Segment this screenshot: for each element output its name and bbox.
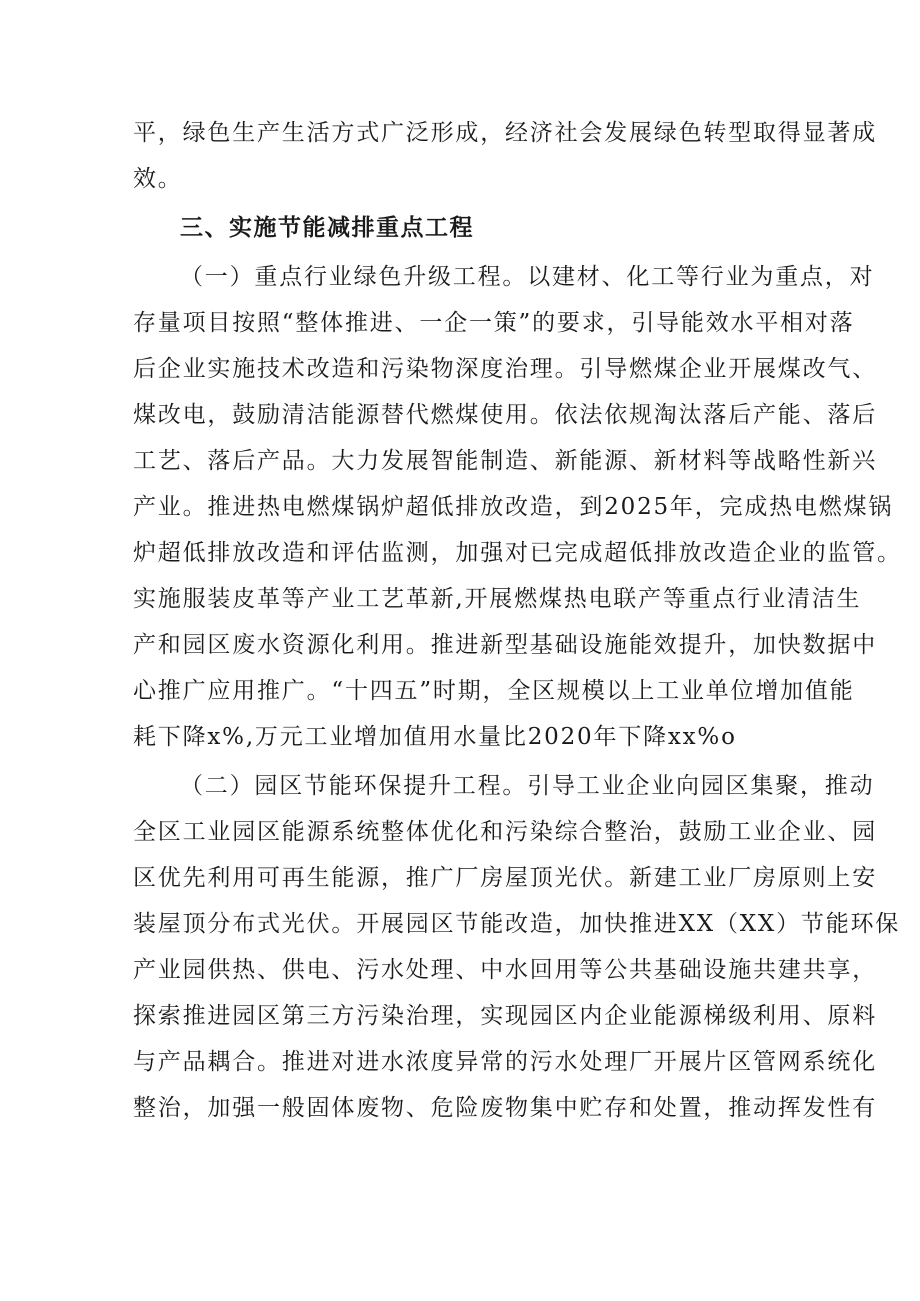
text-line: 整治，加强一般固体废物、危险废物集中贮存和处置，推动挥发性有 xyxy=(133,1095,877,1121)
text-line: 效。 xyxy=(133,166,183,192)
text-line: 产和园区废水资源化利用。推进新型基础设施能效提升，加快数据中 xyxy=(133,632,877,658)
text-line: 实施服装皮革等产业工艺革新,开展燃煤热电联产等重点行业清洁生 xyxy=(133,586,862,612)
text-line: 全区工业园区能源系统整体优化和污染综合整治，鼓励工业企业、园 xyxy=(133,819,877,845)
text-line: 耗下降x%,万元工业增加值用水量比2020年下降xx%o xyxy=(133,724,737,750)
text-line: 产业园供热、供电、污水处理、中水回用等公共基础设施共建共享， xyxy=(133,957,877,983)
paragraph-start-line: （二）园区节能环保提升工程。引导工业企业向园区集聚，推动 xyxy=(180,773,875,799)
text-line: 煤改电，鼓励清洁能源替代燃煤使用。依法依规淘汰落后产能、落后 xyxy=(133,402,877,428)
text-line: 平，绿色生产生活方式广泛形成，经济社会发展绿色转型取得显著成 xyxy=(133,120,877,146)
text-line: 存量项目按照“整体推进、一企一策”的要求，引导能效水平相对落 xyxy=(133,310,855,336)
text-line: 工艺、落后产品。大力发展智能制造、新能源、新材料等战略性新兴 xyxy=(133,448,877,474)
text-line: 心推广应用推广。“十四五”时期，全区规模以上工业单位增加值能 xyxy=(133,678,855,704)
text-line: 装屋顶分布式光伏。开展园区节能改造，加快推进XX（XX）节能环保 xyxy=(133,911,901,937)
text-line: 区优先利用可再生能源，推广厂房屋顶光伏。新建工业厂房原则上安 xyxy=(133,865,877,891)
text-line: 炉超低排放改造和评估监测，加强对已完成超低排放改造企业的监管。 xyxy=(133,540,902,566)
text-line: 后企业实施技术改造和污染物深度治理。引导燃煤企业开展煤改气、 xyxy=(133,356,877,382)
text-line: 与产品耦合。推进对进水浓度异常的污水处理厂开展片区管网系统化 xyxy=(133,1049,877,1075)
paragraph-start-line: （一）重点行业绿色升级工程。以建材、化工等行业为重点，对 xyxy=(180,264,875,290)
text-line: 产业。推进热电燃煤锅炉超低排放改造，到2025年，完成热电燃煤锅 xyxy=(133,494,894,520)
text-line: 探索推进园区第三方污染治理，实现园区内企业能源梯级利用、原料 xyxy=(133,1003,877,1029)
section-heading: 三、实施节能减排重点工程 xyxy=(180,215,474,241)
